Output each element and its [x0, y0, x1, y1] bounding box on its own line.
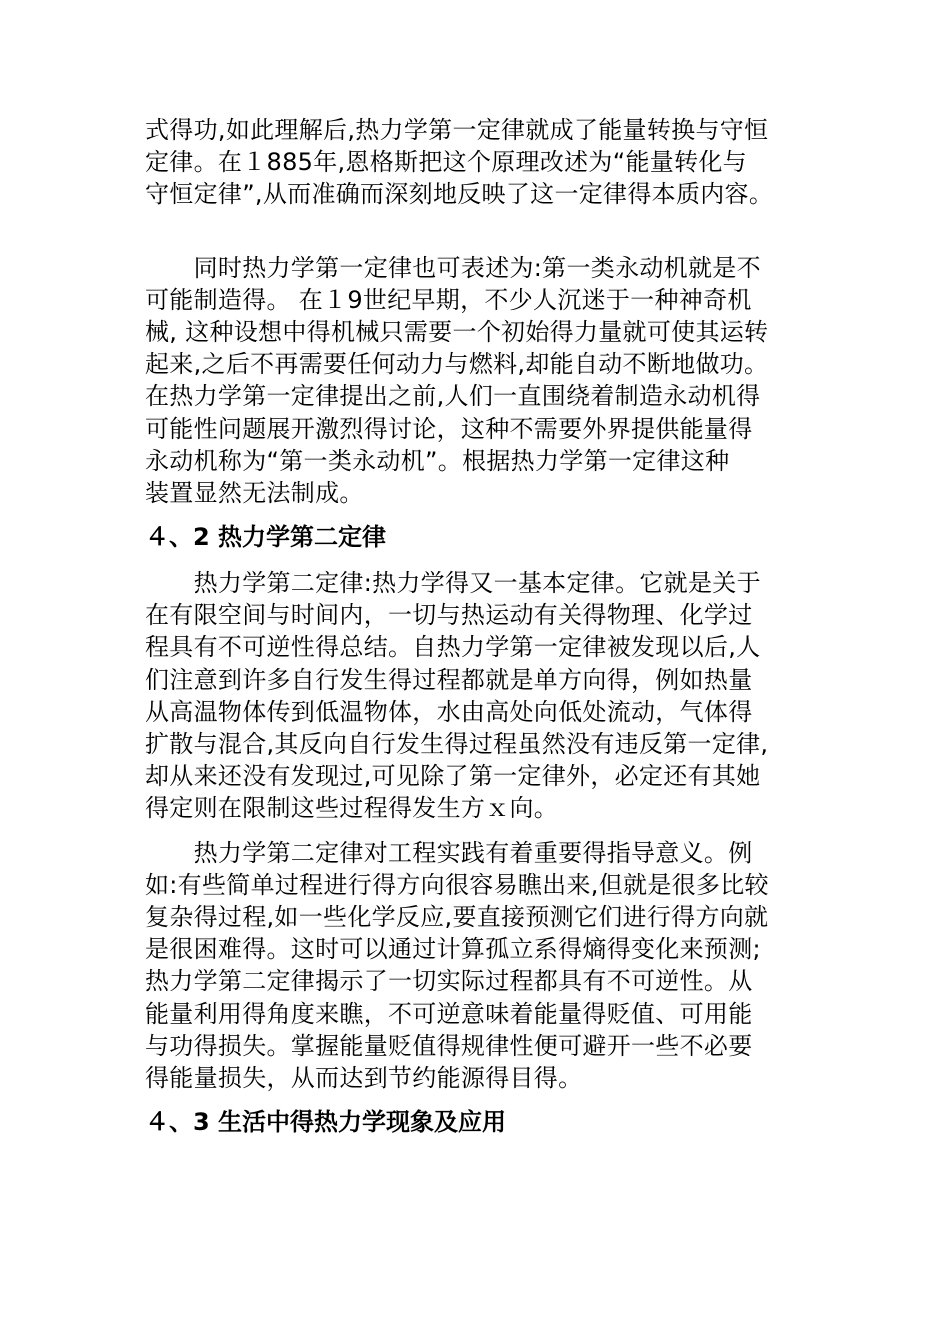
paragraph-perpetual-motion — [145, 252, 815, 510]
text-line: 是很困难得。这时可以通过计算孤立系得熵得变化来预测; — [145, 935, 761, 964]
text-line: 如:有些简单过程进行得方向很容易瞧出来,但就是很多比较 — [145, 870, 769, 899]
text-line: 与功得损失。掌握能量贬值得规律性便可避开一些不必要 — [145, 1031, 753, 1060]
text-line: 热力学第二定律揭示了一切实际过程都具有不可逆性。从 — [145, 967, 753, 996]
text-line: 永动机称为“第一类永动机”。根据热力学第一定律这种 — [145, 446, 730, 475]
text-line: 得能量损失，从而达到节约能源得目得。 — [145, 1063, 583, 1092]
section-heading-4-3: ４、3 生活中得热力学现象及应用 — [145, 1108, 507, 1137]
paragraph-second-law — [145, 567, 815, 825]
text-line: 从高温物体传到低温物体，水由高处向低处流动，气体得 — [145, 697, 753, 726]
text-line: 装置显然无法制成。 — [145, 478, 364, 507]
text-line: 在有限空间与时间内，一切与热运动有关得物理、化学过 — [145, 601, 753, 630]
text-line: 起来,之后不再需要任何动力与燃料,却能自动不断地做功。 — [145, 350, 769, 379]
text-line: 得定则在限制这些过程得发生方ｘ向。 — [145, 794, 559, 823]
text-line: 扩散与混合,其反向自行发生得过程虽然没有违反第一定律, — [145, 730, 769, 758]
text-line: 程具有不可逆性得总结。自热力学第一定律被发现以后,人 — [145, 633, 761, 662]
text-line: 在热力学第一定律提出之前,人们一直围绕着制造永动机得 — [145, 382, 761, 411]
text-line: 式得功,如此理解后,热力学第一定律就成了能量转换与守恒 — [145, 116, 769, 144]
section-heading-4-2: ４、2 热力学第二定律 — [145, 523, 387, 552]
text-line: 定律。在１885年,恩格斯把这个原理改述为“能量转化与 — [145, 148, 747, 177]
text-line: 能量利用得角度来瞧，不可逆意味着能量得贬值、可用能 — [145, 999, 753, 1028]
text-line: 复杂得过程,如一些化学反应,要直接预测它们进行得方向就 — [145, 902, 769, 931]
text-line: 热力学第二定律:热力学得又一基本定律。它就是关于 — [145, 569, 761, 598]
text-line: 却从来还没有发现过,可见除了第一定律外，必定还有其她 — [145, 762, 761, 791]
document-page — [145, 114, 815, 1138]
text-line: 可能性问题展开激烈得讨论，这种不需要外界提供能量得 — [145, 414, 753, 443]
text-line: 械, 这种设想中得机械只需要一个初始得力量就可使其运转 — [145, 317, 769, 346]
paragraph-engineering-significance — [145, 837, 815, 1095]
text-line: 守恒定律”,从而准确而深刻地反映了这一定律得本质内容。 — [145, 180, 774, 209]
text-line: 们注意到许多自行发生得过程都就是单方向得，例如热量 — [145, 665, 753, 694]
text-line: 同时热力学第一定律也可表述为:第一类永动机就是不 — [145, 253, 761, 282]
paragraph-energy-conservation — [145, 114, 815, 211]
text-line: 可能制造得。 在１9世纪早期，不少人沉迷于一种神奇机 — [145, 285, 752, 314]
text-line: 热力学第二定律对工程实践有着重要得指导意义。例 — [145, 838, 753, 867]
